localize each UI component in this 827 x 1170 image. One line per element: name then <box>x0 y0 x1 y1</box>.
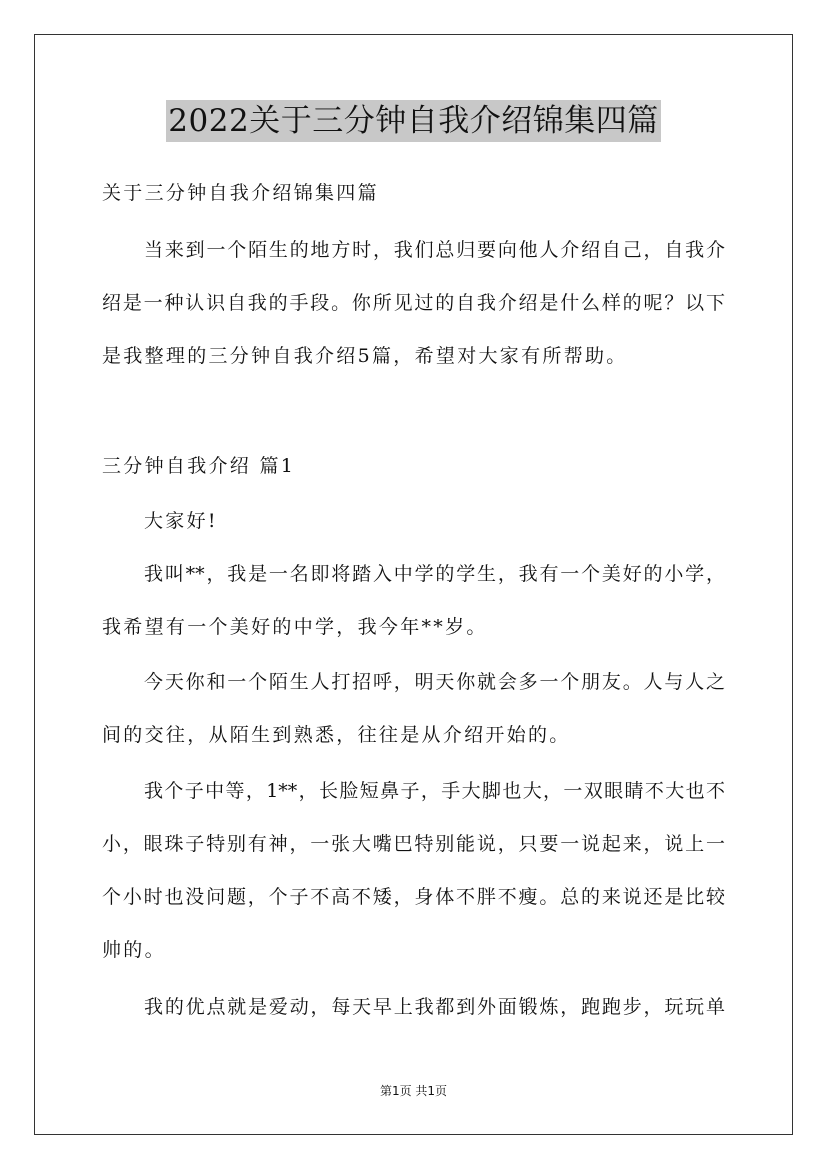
paragraph-line: 大家好! <box>144 510 218 532</box>
paragraph-line: 我的优点就是爱动，每天早上我都到外面锻炼，跑跑步，玩玩单 <box>144 996 725 1018</box>
paragraph-line: 今天你和一个陌生人打招呼，明天你就会多一个朋友。人与人之 <box>144 671 725 693</box>
paragraph-line: 个小时也没问题，个子不高不矮，身体不胖不瘦。总的来说还是比较 <box>102 886 725 908</box>
paragraph-line: 帅的。 <box>102 939 166 961</box>
paragraph-line: 我叫**，我是一名即将踏入中学的学生，我有一个美好的小学， <box>144 563 725 585</box>
paragraph-line: 绍是一种认识自我的手段。你所见过的自我介绍是什么样的呢？以下 <box>102 292 725 314</box>
subtitle: 关于三分钟自我介绍锦集四篇 <box>102 182 379 204</box>
document-title: 2022关于三分钟自我介绍锦集四篇 <box>166 100 660 142</box>
paragraph-line: 当来到一个陌生的地方时，我们总归要向他人介绍自己，自我介 <box>144 239 725 261</box>
paragraph-line: 小，眼珠子特别有神，一张大嘴巴特别能说，只要一说起来，说上一 <box>102 833 725 855</box>
page-footer: 第1页 共1页 <box>379 1084 448 1098</box>
paragraph-line: 间的交往，从陌生到熟悉，往往是从介绍开始的。 <box>102 724 571 746</box>
paragraph-line: 是我整理的三分钟自我介绍5篇，希望对大家有所帮助。 <box>102 345 628 367</box>
document-title-wrapper <box>0 100 827 142</box>
paragraph-line: 我个子中等，1**，长脸短鼻子，手大脚也大，一双眼睛不大也不 <box>144 780 725 802</box>
section-heading: 三分钟自我介绍 篇1 <box>102 455 296 477</box>
paragraph-line: 我希望有一个美好的中学，我今年**岁。 <box>102 616 488 638</box>
